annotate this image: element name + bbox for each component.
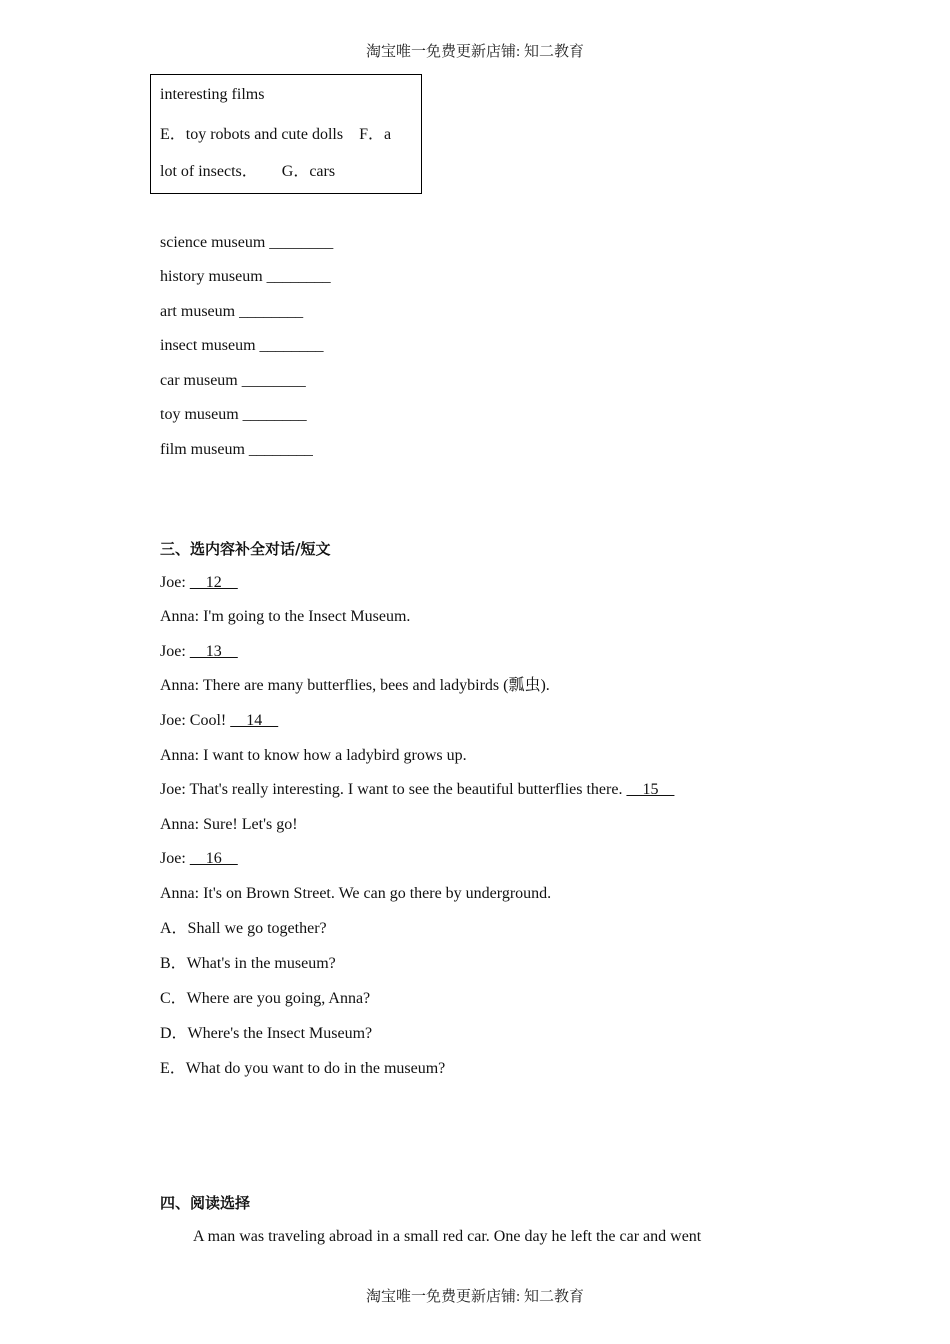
museum-label: toy museum [160,406,239,423]
museum-item [160,336,324,356]
museum-item [160,302,303,322]
dialogue-line [160,780,674,800]
page-header: 淘宝唯一免费更新店铺: 知二教育 [366,44,584,60]
page-footer: 淘宝唯一免费更新店铺: 知二教育 [366,1289,584,1305]
dialogue-text: Anna: Sure! Let's go! [160,816,298,833]
section-heading: 四、阅读选择 [160,1194,251,1212]
option-box-line: E．toy robots and cute dolls F．a [160,126,392,143]
answer-blank[interactable]: ________ [242,406,307,423]
answer-option: C．Where are you going, Anna? [160,990,371,1007]
museum-label: car museum [160,372,238,389]
dialogue-blank[interactable]: 16 [189,850,238,867]
museum-label: insect museum [160,337,256,354]
dialogue-text: Anna: There are many butterflies, bees and ladybirds (瓢虫). [160,677,550,694]
dialogue-line [160,676,550,696]
dialogue-text: Anna: It's on Brown Street. We can go there by underground. [160,885,552,902]
dialogue-line [160,746,467,766]
dialogue-text: Anna: I want to know how a ladybird grows up. [160,747,467,764]
answer-blank[interactable]: ________ [266,268,331,285]
dialogue-line [160,642,238,662]
dialogue-text: Joe: That's really interesting. I want to see the beautiful butterflies there. [160,781,627,798]
option-box-line: lot of insects． G．cars [160,163,336,180]
option-box-line: interesting films [160,86,265,103]
dialogue-text: Joe: [160,850,190,867]
answer-option: E．What do you want to do in the museum? [160,1060,446,1077]
answer-blank[interactable]: ________ [259,337,324,354]
dialogue-text: Joe: [160,574,190,591]
dialogue-blank[interactable]: 15 [626,781,675,798]
answer-option: B．What's in the museum? [160,955,336,972]
answer-blank[interactable]: ________ [239,303,304,320]
museum-label: history museum [160,268,263,285]
answer-option: A．Shall we go together? [160,920,327,937]
dialogue-text: Joe: [160,643,190,660]
dialogue-line [160,607,410,627]
museum-label: film museum [160,441,245,458]
answer-option: D．Where's the Insect Museum? [160,1025,373,1042]
answer-blank[interactable]: ________ [248,441,313,458]
answer-blank[interactable]: ________ [241,372,306,389]
answer-blank[interactable]: ________ [269,234,334,251]
option-box [150,74,422,194]
dialogue-line [160,849,238,869]
dialogue-text: Anna: I'm going to the Insect Museum. [160,608,411,625]
museum-item [160,267,331,287]
museum-item [160,233,333,253]
dialogue-text: Joe: Cool! [160,712,231,729]
museum-item [160,371,306,391]
dialogue-line [160,711,278,731]
dialogue-blank[interactable]: 12 [189,574,238,591]
reading-paragraph: A man was traveling abroad in a small red car. One day he left the car and went [193,1228,702,1245]
dialogue-line [160,573,238,593]
museum-label: science museum [160,234,266,251]
dialogue-blank[interactable]: 13 [189,643,238,660]
museum-item [160,440,313,460]
dialogue-line [160,815,298,835]
museum-label: art museum [160,303,236,320]
section-heading: 三、选内容补全对话/短文 [160,540,331,558]
dialogue-blank[interactable]: 14 [230,712,279,729]
dialogue-line [160,884,551,904]
museum-item [160,405,307,425]
